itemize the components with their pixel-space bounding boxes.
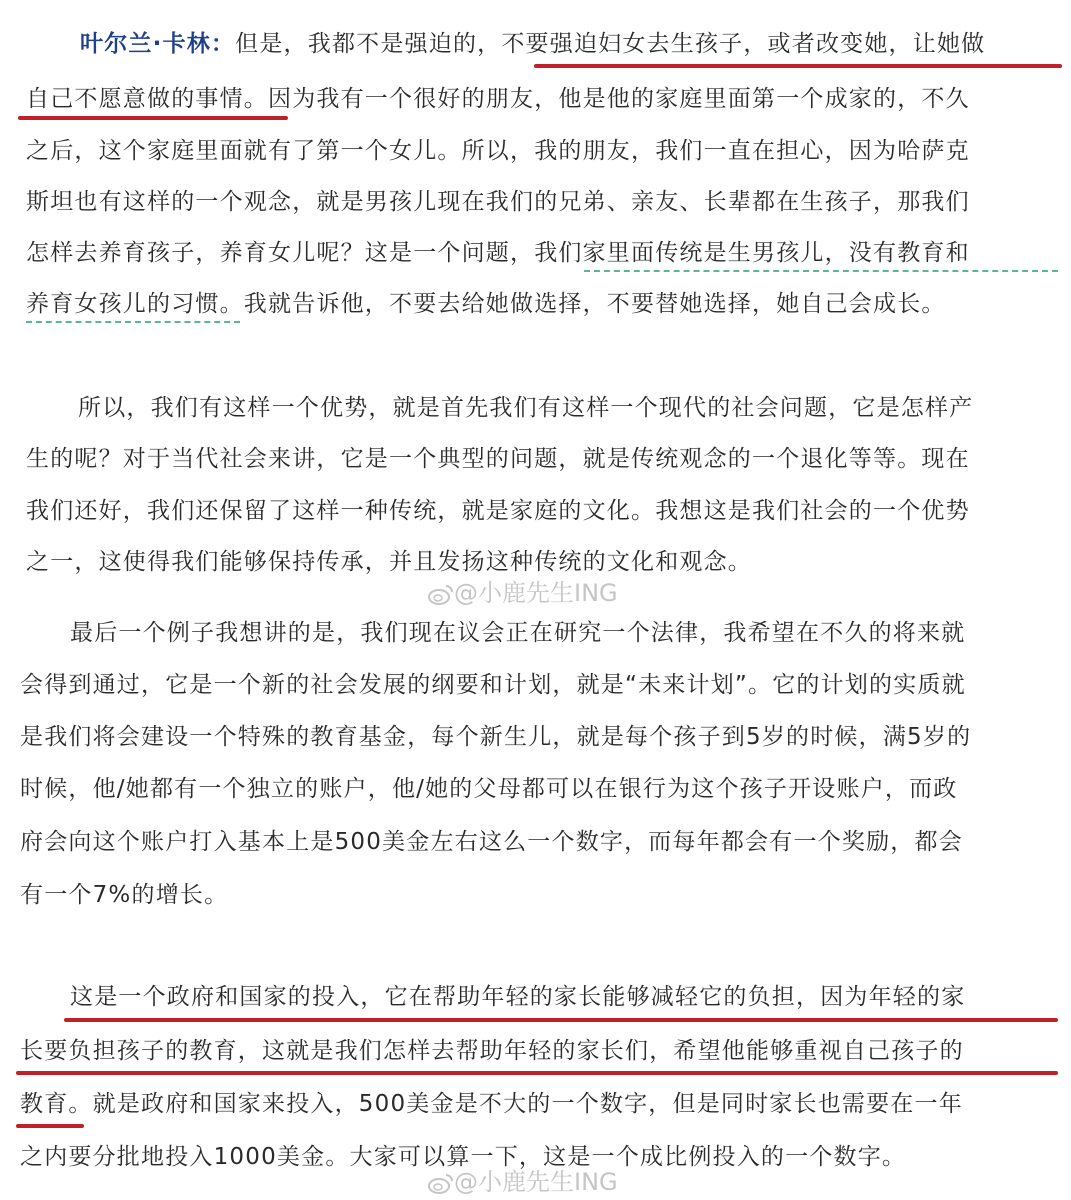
paragraph-4-line-1: 这是一个政府和国家的投入，它在帮助年轻的家长能够减轻它的负担，因为年轻的家 [70, 984, 966, 1010]
paragraph-1-line-2: 自己不愿意做的事情。因为我有一个很好的朋友，他是他的家庭里面第一个成家的，不久 [26, 86, 970, 112]
paragraph-1-line-6: 养育女孩儿的习惯。我就告诉他，不要去给她做选择，不要替她选择，她自己会成长。 [26, 291, 946, 317]
red-underline [534, 64, 1062, 68]
paragraph-3-line-2: 会得到通过，它是一个新的社会发展的纲要和计划，就是“未来计划”。它的计划的实质就 [20, 672, 966, 698]
watermark [428, 1162, 618, 1197]
speaker-label: 叶尔兰·卡林： [80, 31, 236, 57]
paragraph-1-line-3: 之后，这个家庭里面就有了第一个女儿。所以，我的朋友，我们一直在担心，因为哈萨克 [26, 138, 970, 164]
paragraph-2-line-4: 之一，这使得我们能够保持传承，并且发扬这种传统的文化和观念。 [26, 549, 752, 575]
paragraph-2-line-2: 生的呢？对于当代社会来讲，它是一个典型的问题，就是传统观念的一个退化等等。现在 [26, 446, 970, 472]
paragraph-3-line-4: 时候，他/她都有一个独立的账户，他/她的父母都可以在银行为这个孩子开设账户，而政 [20, 776, 958, 802]
green-dashed-underline [584, 270, 1058, 272]
weibo-icon [428, 1172, 454, 1194]
paragraph-1-line-5: 怎样去养育孩子，养育女儿呢？这是一个问题，我们家里面传统是生男孩儿，没有教育和 [26, 240, 970, 266]
red-underline [64, 1018, 1058, 1022]
paragraph-3-line-6: 有一个7%的增长。 [20, 882, 229, 908]
weibo-icon [428, 583, 454, 605]
text-line: 但是，我都不是强迫的，不要强迫妇女去生孩子，或者改变她，让她做 [235, 31, 986, 57]
watermark-text: @小鹿先生ING [454, 1168, 618, 1196]
paragraph-3-line-3: 是我们将会建设一个特殊的教育基金，每个新生儿，就是每个孩子到5岁的时候，满5岁的 [20, 724, 972, 750]
paragraph-2-line-1: 所以，我们有这样一个优势，就是首先我们有这样一个现代的社会问题，它是怎样产 [78, 395, 974, 421]
paragraph-4-line-3: 教育。就是政府和国家来投入，500美金是不大的一个数字，但是同时家长也需要在一年 [20, 1091, 963, 1117]
red-underline [16, 1124, 84, 1128]
paragraph-4-line-2: 长要负担孩子的教育，这就是我们怎样去帮助年轻的家长们，希望他能够重视自己孩子的 [20, 1038, 964, 1064]
paragraph-4-line-4: 之内要分批地投入1000美金。大家可以算一下，这是一个成比例投入的一个数字。 [20, 1144, 907, 1170]
red-underline [18, 116, 288, 120]
paragraph-3-line-1: 最后一个例子我想讲的是，我们现在议会正在研究一个法律，我希望在不久的将来就 [70, 620, 966, 646]
paragraph-1-line-4: 斯坦也有这样的一个观念，就是男孩儿现在我们的兄弟、亲友、长辈都在生孩子，那我们 [26, 189, 970, 215]
paragraph-2-line-3: 我们还好，我们还保留了这样一种传统，就是家庭的文化。我想这是我们社会的一个优势 [26, 498, 970, 524]
paragraph-3-line-5: 府会向这个账户打入基本上是500美金左右这么一个数字，而每年都会有一个奖励，都会 [20, 829, 963, 855]
red-underline [16, 1071, 1058, 1075]
watermark-text: @小鹿先生ING [454, 579, 618, 607]
watermark [428, 573, 618, 608]
green-dashed-underline [26, 321, 240, 323]
paragraph-1-line-1 [80, 29, 985, 59]
